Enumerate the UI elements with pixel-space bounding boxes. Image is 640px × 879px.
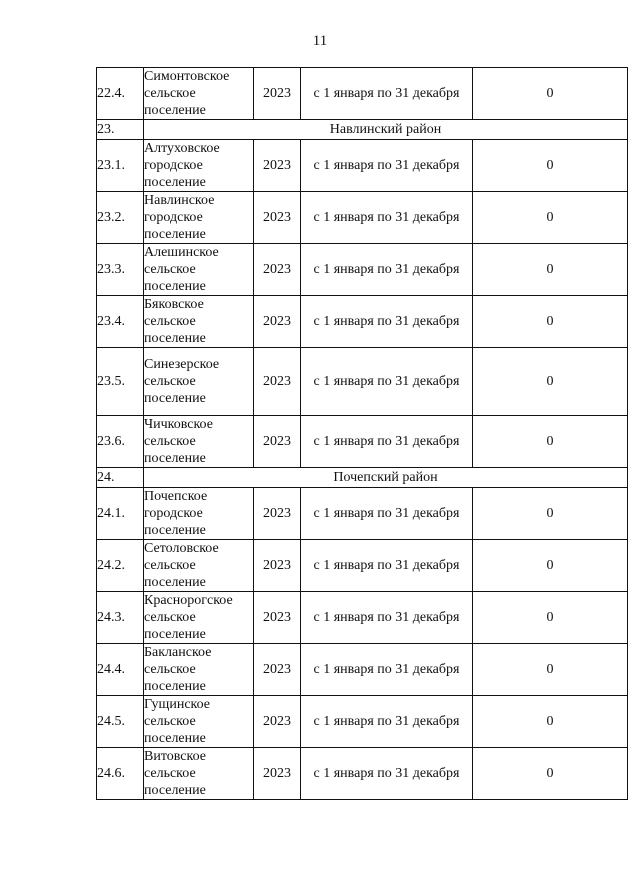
year-cell: 2023 [254,140,301,192]
municipalities-table [96,67,628,800]
table-row [97,192,628,244]
settlement-name-line: сельское [144,558,196,573]
row-number: 23.2. [97,192,144,244]
district-name: Навлинский район [144,120,628,140]
row-number: 23. [97,120,144,140]
settlement-name-line: поселение [144,103,206,118]
row-number: 24.5. [97,696,144,748]
period-cell: с 1 января по 31 декабря [301,192,473,244]
period-cell: с 1 января по 31 декабря [301,696,473,748]
settlement-name-line: поселение [144,627,206,642]
district-name: Почепский район [144,468,628,488]
table-row [97,416,628,468]
year-cell: 2023 [254,644,301,696]
period-cell: с 1 января по 31 декабря [301,488,473,540]
value-cell: 0 [473,192,628,244]
settlement-name-line: сельское [144,662,196,677]
table-row [97,68,628,120]
table-row [97,140,628,192]
row-number: 23.6. [97,416,144,468]
settlement-name-line: Витовское [144,749,206,764]
table-row [97,592,628,644]
period-cell: с 1 января по 31 декабря [301,416,473,468]
year-cell: 2023 [254,540,301,592]
settlement-name-line: городское [144,506,203,521]
settlement-name [144,244,254,296]
value-cell: 0 [473,140,628,192]
row-number: 24. [97,468,144,488]
settlement-name-line: Алешинское [144,245,219,260]
year-cell: 2023 [254,592,301,644]
settlement-name-line: Краснорогское [144,593,233,608]
settlement-name-line: сельское [144,314,196,329]
period-cell: с 1 января по 31 декабря [301,348,473,416]
settlement-name-line: поселение [144,391,206,406]
settlement-name-line: Почепское [144,489,208,504]
settlement-name-line: поселение [144,175,206,190]
period-cell: с 1 января по 31 декабря [301,748,473,800]
settlement-name-line: Навлинское [144,193,215,208]
value-cell: 0 [473,696,628,748]
year-cell: 2023 [254,748,301,800]
settlement-name [144,192,254,244]
period-cell: с 1 января по 31 декабря [301,68,473,120]
settlement-name-line: Алтуховское [144,141,220,156]
value-cell: 0 [473,348,628,416]
settlement-name [144,416,254,468]
settlement-name [144,644,254,696]
year-cell: 2023 [254,244,301,296]
table-row [97,296,628,348]
settlement-name-line: Гущинское [144,697,211,712]
row-number: 24.3. [97,592,144,644]
period-cell: с 1 января по 31 декабря [301,296,473,348]
value-cell: 0 [473,540,628,592]
year-cell: 2023 [254,488,301,540]
table-body [97,68,628,800]
settlement-name-line: сельское [144,714,196,729]
settlement-name-line: поселение [144,227,206,242]
settlement-name-line: сельское [144,766,196,781]
settlement-name-line: сельское [144,262,196,277]
table-row [97,348,628,416]
table-row [97,488,628,540]
settlement-name-line: Чичковское [144,417,213,432]
settlement-name-line: поселение [144,279,206,294]
year-cell: 2023 [254,296,301,348]
value-cell: 0 [473,244,628,296]
table-row [97,540,628,592]
settlement-name [144,296,254,348]
page-number: 11 [312,33,328,49]
row-number: 24.2. [97,540,144,592]
settlement-name-line: городское [144,158,203,173]
row-number: 24.1. [97,488,144,540]
year-cell: 2023 [254,696,301,748]
row-number: 23.4. [97,296,144,348]
settlement-name-line: поселение [144,575,206,590]
settlement-name [144,140,254,192]
value-cell: 0 [473,488,628,540]
row-number: 23.3. [97,244,144,296]
settlement-name [144,68,254,120]
settlement-name-line: Бакланское [144,645,212,660]
value-cell: 0 [473,592,628,644]
settlement-name-line: поселение [144,523,206,538]
table-row [97,696,628,748]
settlement-name [144,592,254,644]
settlement-name [144,348,254,416]
district-row [97,468,628,488]
row-number: 24.4. [97,644,144,696]
year-cell: 2023 [254,192,301,244]
settlement-name-line: городское [144,210,203,225]
settlement-name-line: Бяковское [144,297,204,312]
settlement-name-line: поселение [144,783,206,798]
settlement-name-line: сельское [144,86,196,101]
period-cell: с 1 января по 31 декабря [301,140,473,192]
value-cell: 0 [473,68,628,120]
district-row [97,120,628,140]
settlement-name [144,696,254,748]
settlement-name-line: Сетоловское [144,541,219,556]
year-cell: 2023 [254,68,301,120]
settlement-name [144,488,254,540]
period-cell: с 1 января по 31 декабря [301,644,473,696]
settlement-name-line: Симонтовское [144,69,230,84]
value-cell: 0 [473,296,628,348]
value-cell: 0 [473,416,628,468]
row-number: 23.5. [97,348,144,416]
row-number: 22.4. [97,68,144,120]
row-number: 24.6. [97,748,144,800]
table-row [97,644,628,696]
settlement-name-line: поселение [144,451,206,466]
settlement-name-line: сельское [144,434,196,449]
value-cell: 0 [473,748,628,800]
year-cell: 2023 [254,416,301,468]
table-row [97,244,628,296]
row-number: 23.1. [97,140,144,192]
year-cell: 2023 [254,348,301,416]
value-cell: 0 [473,644,628,696]
settlement-name-line: поселение [144,331,206,346]
table-row [97,748,628,800]
period-cell: с 1 января по 31 декабря [301,540,473,592]
settlement-name-line: поселение [144,679,206,694]
settlement-name-line: поселение [144,731,206,746]
period-cell: с 1 января по 31 декабря [301,592,473,644]
settlement-name [144,748,254,800]
settlement-name-line: Синезерское [144,357,220,372]
settlement-name [144,540,254,592]
period-cell: с 1 января по 31 декабря [301,244,473,296]
settlement-name-line: сельское [144,610,196,625]
settlement-name-line: сельское [144,374,196,389]
